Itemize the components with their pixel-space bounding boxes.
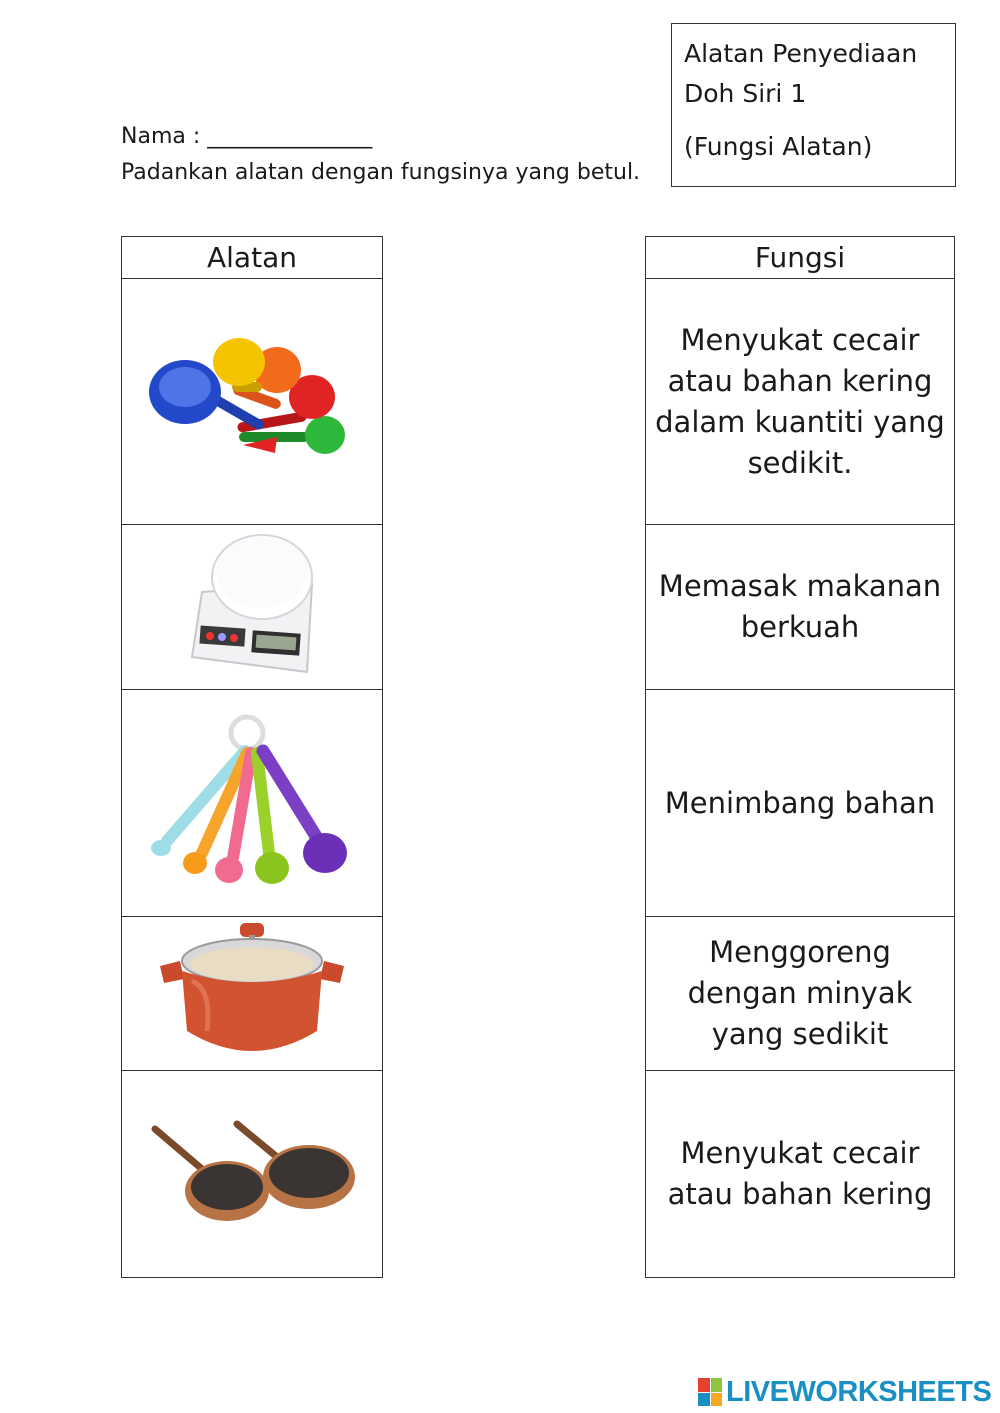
title-subtitle: (Fungsi Alatan) <box>684 132 873 161</box>
worksheet-title-box <box>671 23 956 187</box>
liveworksheets-logo-icon <box>698 1378 722 1406</box>
function-cell-3[interactable]: Menimbang bahan <box>646 690 955 917</box>
tools-table <box>121 236 383 1278</box>
function-cell-2[interactable]: Memasak makanan berkuah <box>646 525 955 690</box>
tools-header: Alatan <box>122 237 383 279</box>
title-line-2: Doh Siri 1 <box>684 79 807 108</box>
measuring-spoons-icon <box>147 713 357 893</box>
kitchen-scale-icon <box>182 532 322 682</box>
logo-text: LIVEWORKSHEETS <box>726 1375 992 1408</box>
tool-cell-3[interactable] <box>122 690 383 917</box>
measuring-cups-icon <box>147 337 357 467</box>
function-cell-5[interactable]: Menyukat cecair atau bahan kering <box>646 1071 955 1278</box>
liveworksheets-logo <box>698 1374 991 1410</box>
functions-header: Fungsi <box>646 237 955 279</box>
functions-table <box>645 236 955 1278</box>
function-cell-1[interactable]: Menyukat cecair atau bahan kering dalam kuantiti yang sedikit. <box>646 279 955 525</box>
function-cell-4[interactable]: Menggoreng dengan minyak yang sedikit <box>646 917 955 1071</box>
frying-pans-icon <box>147 1119 357 1229</box>
tool-cell-4[interactable] <box>122 917 383 1071</box>
tool-cell-1[interactable] <box>122 279 383 525</box>
instruction-text: Padankan alatan dengan fungsinya yang betul. <box>121 160 641 185</box>
name-field-label: Nama : _______________ <box>121 124 373 149</box>
cooking-pot-icon <box>152 921 352 1066</box>
title-line-1: Alatan Penyediaan <box>684 39 918 68</box>
tool-cell-2[interactable] <box>122 525 383 690</box>
tool-cell-5[interactable] <box>122 1071 383 1278</box>
